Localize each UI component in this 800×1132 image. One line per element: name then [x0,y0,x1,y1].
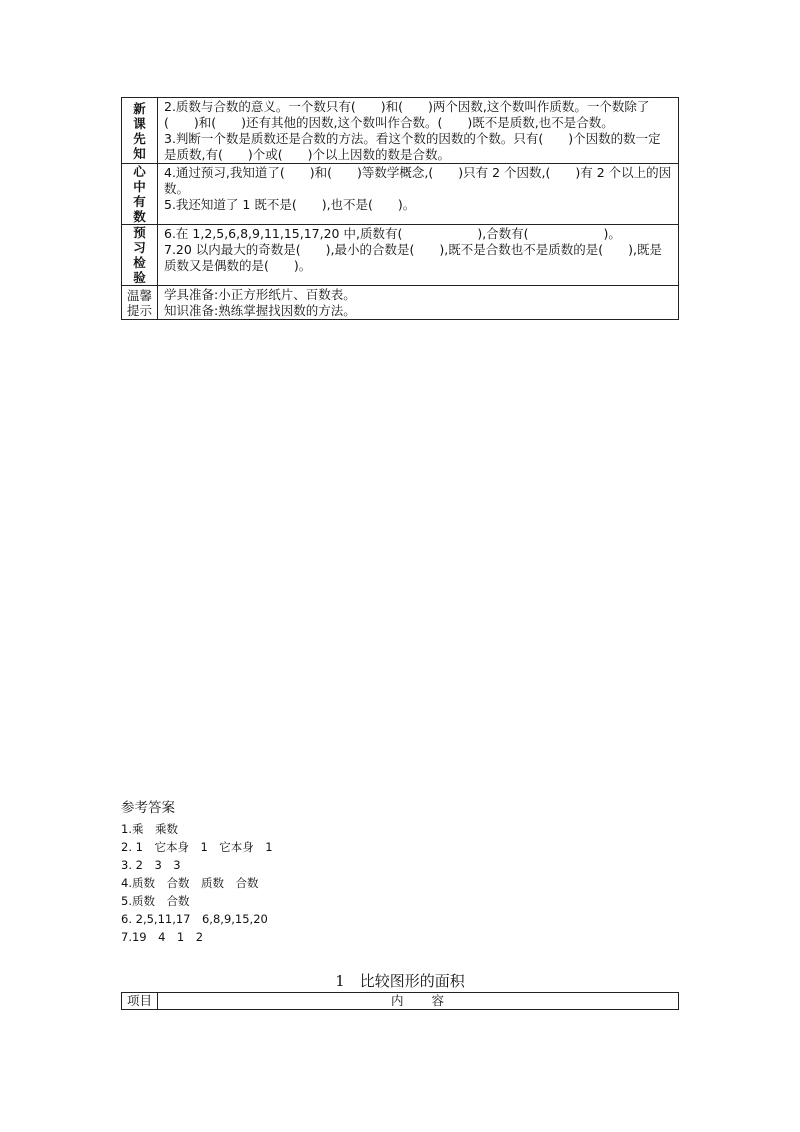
table-header-row [122,993,679,1010]
item-text: 学具准备:小正方形纸片、百数表。 [164,287,356,302]
item-text: 5.我还知道了 1 既不是( ),也不是( )。 [164,197,416,212]
item-text: 2.质数与合数的意义。一个数只有( )和( )两个因数,这个数叫作质数。一个数除了( )和( )还有其他的因数,这个数叫作合数。( )既不是质数,也不是合数。 [164,99,650,130]
table-row [122,286,679,320]
section-table [121,992,679,1010]
item-text: 6.在 1,2,5,6,8,9,11,15,17,20 中,质数有( ),合数有( )。 [164,226,621,241]
answer-line: 6. 2,5,11,17 6,8,9,15,20 [121,912,268,926]
item-text: 7.20 以内最大的奇数是( ),最小的合数是( ),既不是合数也不是质数的是( ),既是质数又是偶数的是( )。 [164,242,662,273]
header-cell-content: 内 容 [158,993,679,1010]
row-content [158,98,679,164]
answer-line: 2. 1 它本身 1 它本身 1 [121,840,273,854]
table-row [122,98,679,164]
section-title: 1 比较图形的面积 [335,972,465,990]
item-text: 3.判断一个数是质数还是合数的方法。看这个数的因数的个数。只有( )个因数的数一定是质数,有( )个或( )个以上因数的数是合数。 [164,131,661,162]
row-content [158,286,679,320]
row-content [158,225,679,286]
row-label: 新 课 先 知 [122,98,158,164]
answer-key-title: 参考答案 [121,800,175,816]
header-cell-item: 项目 [122,993,158,1010]
answer-line: 5.质数 合数 [121,894,190,908]
row-label: 预 习 检 验 [122,225,158,286]
answer-line: 3. 2 3 3 [121,858,181,872]
row-label: 温馨 提示 [122,286,158,320]
item-text: 4.通过预习,我知道了( )和( )等数学概念,( )只有 2 个因数,( )有 2 个以上的因数。 [164,165,672,196]
answer-key [121,799,273,946]
answer-line: 4.质数 合数 质数 合数 [121,876,259,890]
row-content [158,164,679,225]
answer-line: 1.乘 乘数 [121,822,178,836]
answer-line: 7.19 4 1 2 [121,930,204,944]
table-row [122,225,679,286]
row-label: 心 中 有 数 [122,164,158,225]
item-text: 知识准备:熟练掌握找因数的方法。 [164,303,356,318]
table-row [122,164,679,225]
preview-table [121,97,679,320]
